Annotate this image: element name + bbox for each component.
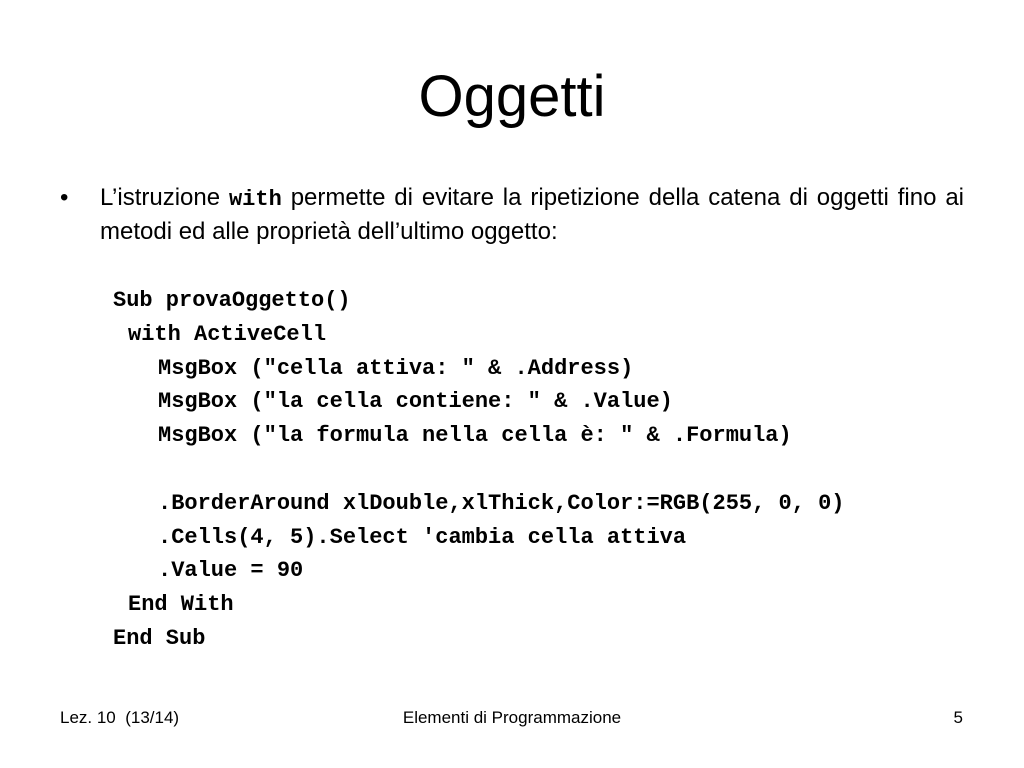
code-line: End Sub [113,625,206,651]
code-line: Sub provaOggetto() [113,288,351,313]
bullet-marker: • [60,184,69,211]
bullet-text [100,182,964,248]
code-line: MsgBox ("la cella contiene: " & .Value) [158,389,673,415]
code-block [113,284,845,656]
code-line: End With [128,592,234,618]
keyword-with: with [228,187,282,212]
bullet-point [60,182,964,248]
code-line: .Value = 90 [158,558,304,584]
bullet-text-after: permette di evitare la ripetizione della catena di oggetti fino ai metodi ed alle proprietà dell’ultimo oggetto: [100,184,965,245]
bullet-text-before: L’istruzione [100,184,221,211]
slide-title: Oggetti [418,64,606,129]
footer-page-number: 5 [953,708,963,727]
code-line: with ActiveCell [128,321,327,347]
code-line-blank [113,453,845,487]
footer-lecture: Lez. 10 (13/14) [60,708,180,727]
footer-course-title: Elementi di Programmazione [402,708,622,727]
code-line: MsgBox ("la formula nella cella è: " & .Formula) [158,423,792,449]
code-line: .Cells(4, 5).Select 'cambia cella attiva [158,524,687,550]
code-line: MsgBox ("cella attiva: " & .Address) [158,355,634,381]
code-line: .BorderAround xlDouble,xlThick,Color:=RGB(255, 0, 0) [158,490,845,516]
